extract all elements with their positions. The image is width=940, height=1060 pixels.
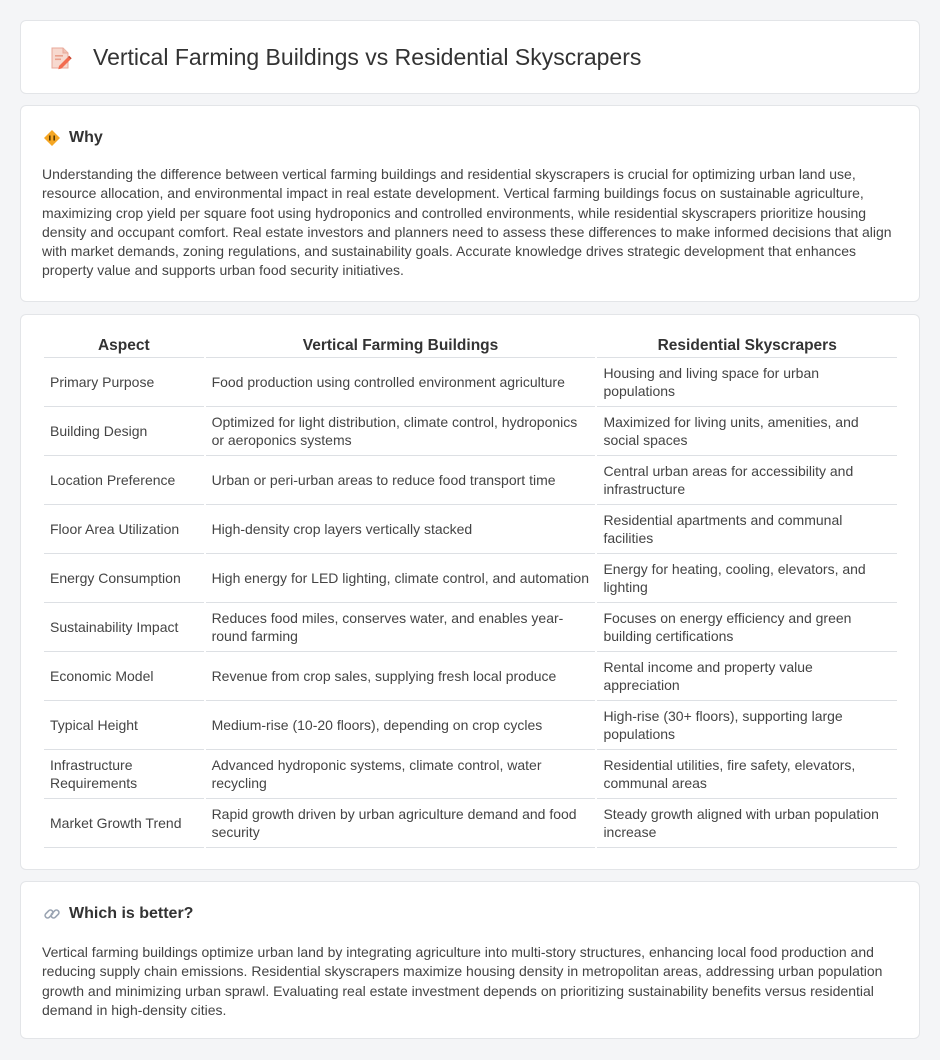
- table-row: [44, 554, 897, 603]
- column-header-residential: Residential Skyscrapers: [597, 334, 897, 358]
- row-vertical-farming: High-density crop layers vertically stacked: [206, 505, 596, 554]
- row-residential: Residential apartments and communal facilities: [597, 505, 897, 554]
- table-header-row: [44, 334, 897, 358]
- column-header-aspect: Aspect: [44, 334, 204, 358]
- row-vertical-farming: Urban or peri-urban areas to reduce food transport time: [206, 456, 596, 505]
- row-aspect: Market Growth Trend: [44, 799, 204, 848]
- row-aspect: Economic Model: [44, 652, 204, 701]
- page-title: Vertical Farming Buildings vs Residential Skyscrapers: [93, 44, 642, 70]
- row-vertical-farming: Optimized for light distribution, climate control, hydroponics or aeroponics systems: [206, 407, 596, 456]
- row-residential: Steady growth aligned with urban population increase: [597, 799, 897, 848]
- row-vertical-farming: High energy for LED lighting, climate control, and automation: [206, 554, 596, 603]
- table-row: [44, 603, 897, 652]
- row-residential: High-rise (30+ floors), supporting large populations: [597, 701, 897, 750]
- why-heading: [43, 128, 103, 148]
- row-residential: Central urban areas for accessibility and infrastructure: [597, 456, 897, 505]
- table-row: [44, 701, 897, 750]
- table-row: [44, 505, 897, 554]
- row-residential: Housing and living space for urban populations: [597, 358, 897, 407]
- better-heading: [43, 904, 193, 924]
- row-vertical-farming: Advanced hydroponic systems, climate control, water recycling: [206, 750, 596, 799]
- row-vertical-farming: Reduces food miles, conserves water, and enables year-round farming: [206, 603, 596, 652]
- table-row: [44, 358, 897, 407]
- why-heading-text: Why: [69, 129, 103, 146]
- row-aspect: Primary Purpose: [44, 358, 204, 407]
- comparison-table-card: [20, 314, 920, 870]
- why-section: [20, 105, 920, 302]
- row-residential: Residential utilities, fire safety, elevators, communal areas: [597, 750, 897, 799]
- table-row: [44, 456, 897, 505]
- row-aspect: Sustainability Impact: [44, 603, 204, 652]
- link-icon: [43, 905, 61, 923]
- better-paragraph: Vertical farming buildings optimize urban land by integrating agriculture into multi-story structures, enhancing local food production and reducing supply chain emissions. Residential skyscrapers maximize housing density in metropolitan areas, addressing urban population growth and minimizing urban sprawl. Evaluating real estate investment depends on prioritizing sustainability benefits versus residential demand in high-density cities.: [42, 944, 883, 1018]
- row-residential: Focuses on energy efficiency and green building certifications: [597, 603, 897, 652]
- row-residential: Energy for heating, cooling, elevators, and lighting: [597, 554, 897, 603]
- column-header-vertical-farming: Vertical Farming Buildings: [206, 334, 596, 358]
- row-aspect: Typical Height: [44, 701, 204, 750]
- why-paragraph: Understanding the difference between vertical farming buildings and residential skyscrapers is crucial for optimizing urban land use, resource allocation, and environmental impact in real estate development. Vertical farming buildings focus on sustainable agriculture, maximizing crop yield per square foot using hydroponics and controlled environments, while residential skyscrapers prioritize housing density and occupant comfort. Real estate investors and planners need to assess these differences to make informed decisions that align with market demands, zoning regulations, and sustainability goals. Accurate knowledge drives strategic development that enhances property value and supports urban food security initiatives.: [42, 166, 892, 279]
- row-vertical-farming: Food production using controlled environment agriculture: [206, 358, 596, 407]
- row-aspect: Floor Area Utilization: [44, 505, 204, 554]
- table-row: [44, 799, 897, 848]
- row-vertical-farming: Revenue from crop sales, supplying fresh local produce: [206, 652, 596, 701]
- row-aspect: Building Design: [44, 407, 204, 456]
- row-residential: Maximized for living units, amenities, and social spaces: [597, 407, 897, 456]
- title-card: [20, 20, 920, 94]
- row-aspect: Infrastructure Requirements: [44, 750, 204, 799]
- diamond-sign-icon: [43, 129, 61, 147]
- row-aspect: Location Preference: [44, 456, 204, 505]
- table-row: [44, 407, 897, 456]
- comparison-table: [42, 334, 899, 848]
- which-is-better-section: [20, 881, 920, 1039]
- table-row: [44, 750, 897, 799]
- row-residential: Rental income and property value appreciation: [597, 652, 897, 701]
- row-vertical-farming: Medium-rise (10-20 floors), depending on crop cycles: [206, 701, 596, 750]
- better-heading-text: Which is better?: [69, 905, 194, 922]
- table-row: [44, 652, 897, 701]
- document-pencil-icon: [47, 45, 73, 71]
- row-aspect: Energy Consumption: [44, 554, 204, 603]
- row-vertical-farming: Rapid growth driven by urban agriculture demand and food security: [206, 799, 596, 848]
